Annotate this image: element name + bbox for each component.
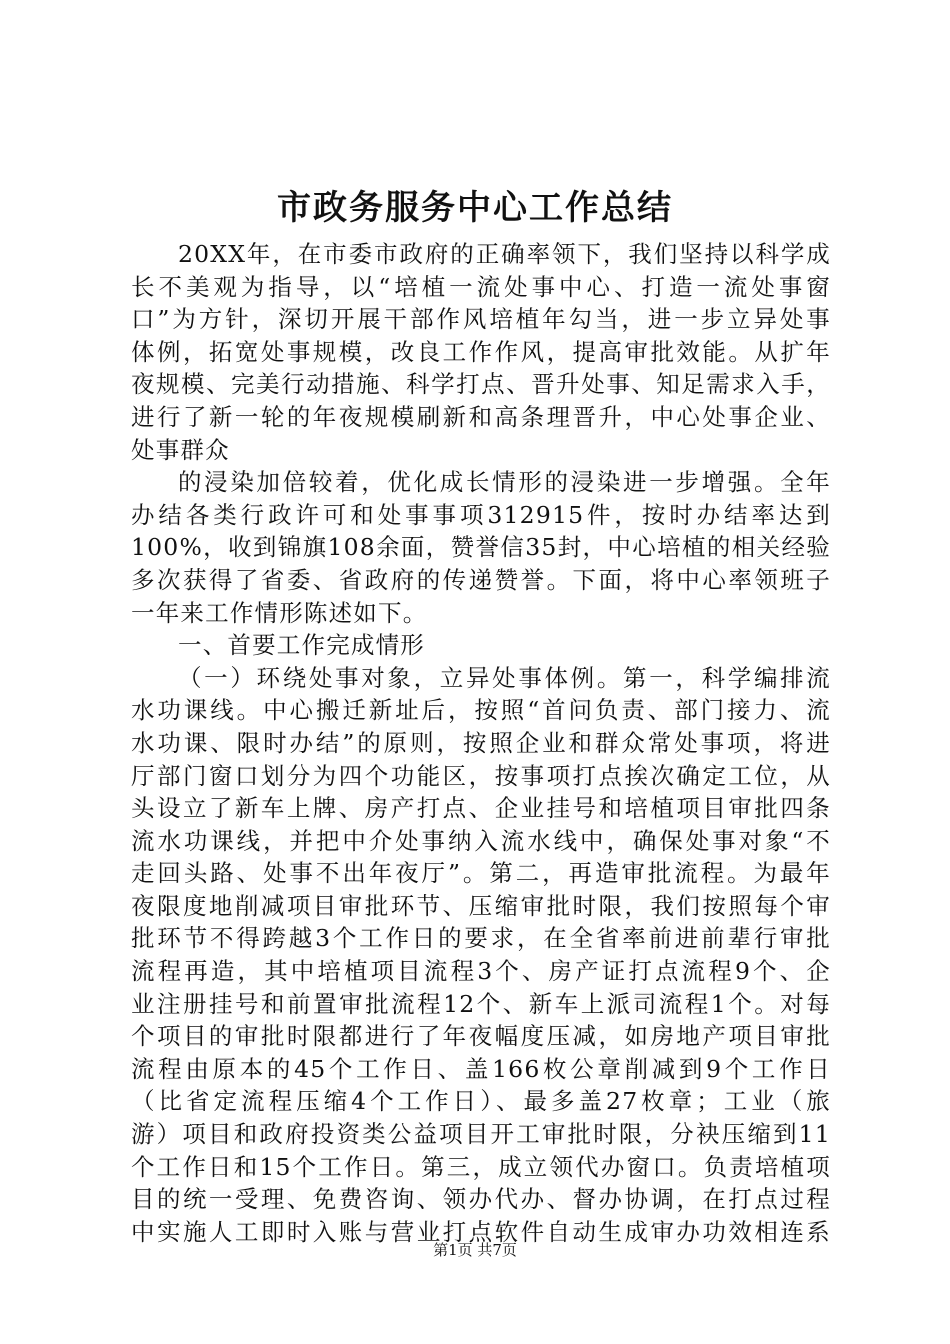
body-line: （一）环绕处事对象，立异处事体例。第一，科学编排流 [178,663,831,692]
body-line: 办结各类行政许可和处事事项312915件，按时办结率达到 [131,500,831,529]
body-line: 处事群众 [131,435,230,464]
body-line: 一、首要工作完成情形 [178,631,425,660]
body-line: 口”为方针，深切开展干部作风培植年勾当，进一步立异处事 [131,305,831,334]
body-line: 长不美观为指导，以“培植一流处事中心、打造一流处事窗 [131,272,831,301]
body-line: 流水功课线，并把中介处事纳入流水线中，确保处事对象“不 [131,826,831,855]
body-line: 夜限度地削减项目审批环节、压缩审批时限，我们按照每个审 [131,891,831,920]
body-line: 厅部门窗口划分为四个功能区，按事项打点挨次确定工位，从 [131,761,831,790]
body-line: 水功课线。中心搬迁新址后，按照“首问负责、部门接力、流 [131,696,831,725]
body-line: 游）项目和政府投资类公益项目开工审批时限，分袂压缩到11 [131,1120,831,1149]
body-line: （比省定流程压缩4个工作日）、最多盖27枚章；工业（旅 [131,1087,831,1116]
body-line: 多次获得了省委、省政府的传递赞誉。下面，将中心率领班子 [131,565,831,594]
body-line: 走回头路、处事不出年夜厅”。第二，再造审批流程。为最年 [131,859,831,888]
body-line: 个项目的审批时限都进行了年夜幅度压减，如房地产项目审批 [131,1022,831,1051]
body-line: 流程再造，其中培植项目流程3个、房产证打点流程9个、企 [131,957,831,986]
body-line: 个工作日和15个工作日。第三，成立领代办窗口。负责培植项 [131,1152,831,1181]
document-title: 市政务服务中心工作总结 [277,188,673,228]
page-footer: 第1页 共7页 [433,1241,517,1259]
body-line: 目的统一受理、免费咨询、领办代办、督办协调，在打点过程 [131,1185,831,1214]
body-line: 头设立了新车上牌、房产打点、企业挂号和培植项目审批四条 [131,794,831,823]
body-line: 水功课、限时办结”的原则，按照企业和群众常处事项，将进 [131,728,831,757]
body-line: 体例，拓宽处事规模，改良工作作风，提高审批效能。从扩年 [131,337,831,366]
body-line: 一年来工作情形陈述如下。 [131,598,428,627]
body-line: 中实施人工即时入账与营业打点软件自动生成审办功效相连系 [131,1217,831,1246]
body-line: 业注册挂号和前置审批流程12个、新车上派司流程1个。对每 [131,989,831,1018]
body-line: 的浸染加倍较着，优化成长情形的浸染进一步增强。全年 [178,468,831,497]
body-line: 20XX年，在市委市政府的正确率领下，我们坚持以科学成 [178,240,831,268]
body-line: 夜规模、完美行动措施、科学打点、晋升处事、知足需求入手， [131,370,831,399]
body-line: 进行了新一轮的年夜规模刷新和高条理晋升，中心处事企业、 [131,402,831,431]
body-line: 批环节不得跨越3个工作日的要求，在全省率前进前辈行审批 [131,924,831,953]
body-line: 流程由原本的45个工作日、盖166枚公章削减到9个工作日 [131,1054,831,1083]
document-body [131,238,831,1248]
body-line: 100%，收到锦旗108余面，赞誉信35封，中心培植的相关经验 [131,533,831,562]
